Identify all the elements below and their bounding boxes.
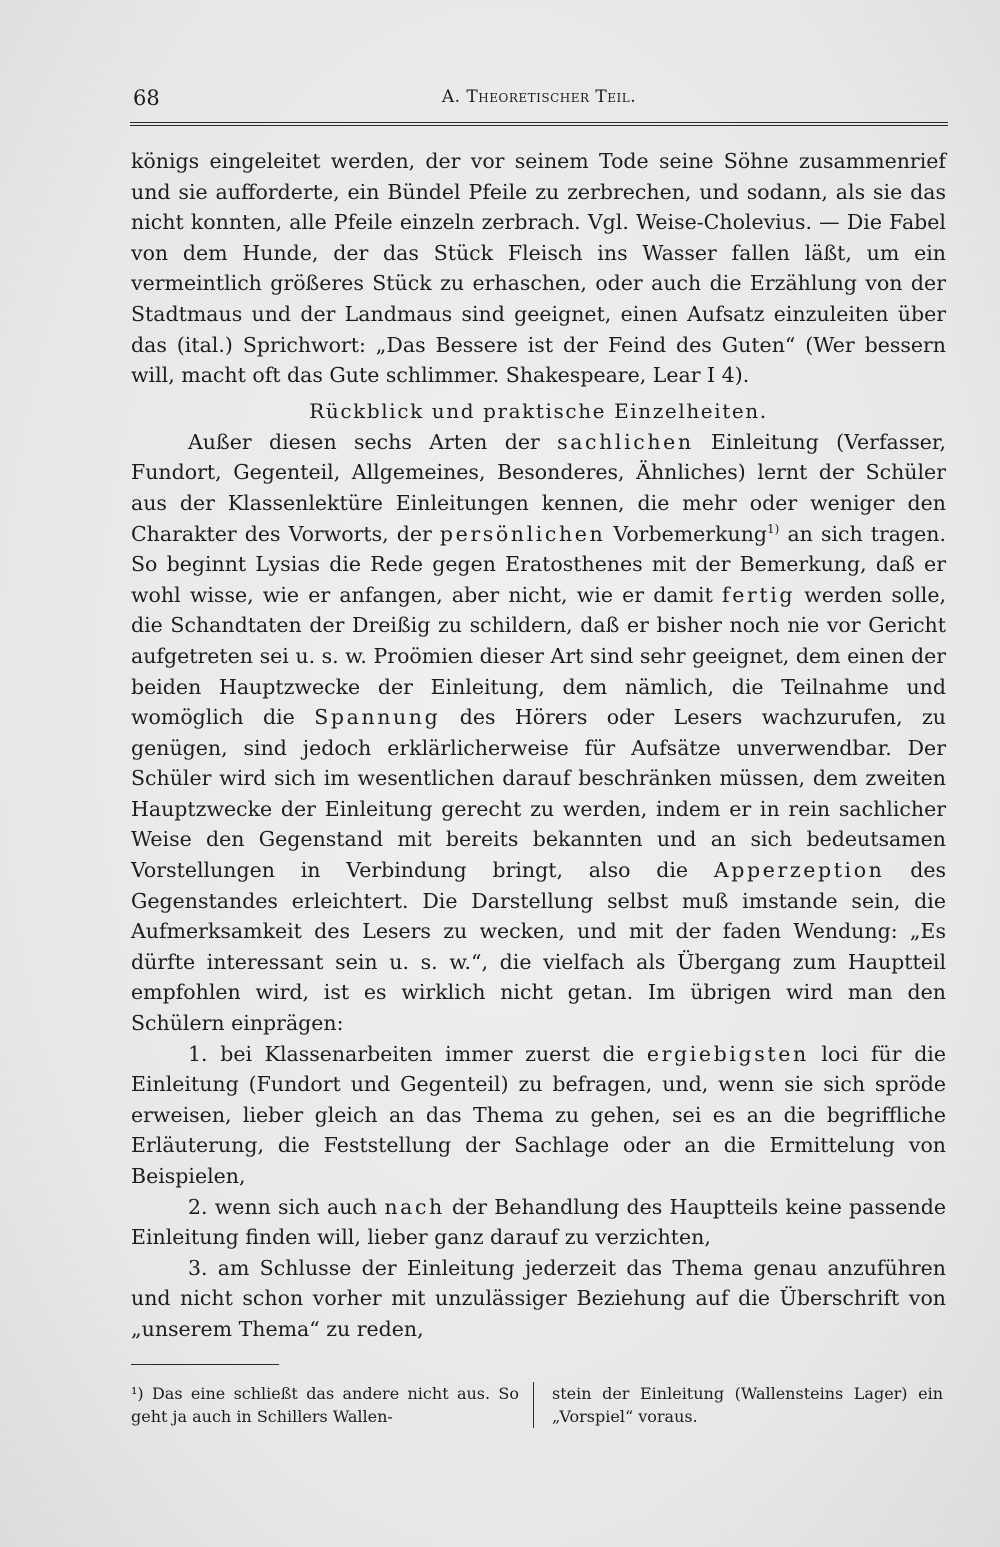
footnote-left-column: ¹) Das eine schließt das andere nicht aus. So geht ja auch in Schillers Wallen- xyxy=(131,1382,534,1428)
text-run: Einleitung (Verfasser, Fundort, Gegenteil, Allgemeines, Besonderes, Ähnliches) lernt der Schüler aus der Klassenlektüre Einleitungen kennen, die mehr oder weniger den Charakter des Vorworts, der xyxy=(131,429,946,546)
paragraph-rueckblick xyxy=(131,427,946,1039)
page-header xyxy=(130,86,948,116)
page-number: 68 xyxy=(133,86,160,110)
list-item-1 xyxy=(131,1039,946,1192)
text-run: Vorbemerkung xyxy=(605,521,768,546)
text-run: der Behandlung des Hauptteils keine passende Einleitung finden will, lieber ganz darauf zu verzichten, xyxy=(131,1194,946,1250)
spaced-emphasis: persönlichen xyxy=(439,521,606,546)
text-run: Außer diesen sechs Arten der xyxy=(188,429,558,454)
spaced-emphasis: nach xyxy=(384,1194,445,1219)
list-item-2 xyxy=(131,1192,946,1253)
main-text xyxy=(131,146,946,1345)
paragraph-continued: königs eingeleitet werden, der vor seinem Tode seine Söhne zusammenrief und sie aufforderte, ein Bündel Pfeile zu zerbrechen, und sodann, als sie das nicht konnten, alle Pfeile einzeln zerbrach. Vgl. Weise-Cholevius. — Die Fabel von dem Hunde, der das Stück Fleisch ins Wasser fallen läßt, um ein vermeintlich größeres Stück zu erhaschen, oder auch die Erzählung von der Stadtmaus und der Landmaus sind geeignet, einen Aufsatz einzuleiten über das (ital.) Sprichwort: „Das Bessere ist der Feind des Guten“ (Wer bessern will, macht oft das Gute schlimmer. Shakespeare, Lear I 4). xyxy=(131,149,946,388)
spaced-emphasis: ergiebigsten xyxy=(646,1041,809,1066)
footnote-rule xyxy=(131,1364,279,1365)
footnote-right-column: stein der Einleitung (Wallensteins Lager) ein „Vorspiel“ voraus. xyxy=(552,1384,943,1426)
header-rule xyxy=(130,122,948,126)
text-run: loci für die Einleitung (Fundort und Gegenteil) zu befragen, und, wenn sie sich spröde erweisen, lieber gleich an das Thema zu gehen, sei es an die begriffliche Erläuterung, die Feststellung der Sachlage oder an die Ermittelung von Beispielen, xyxy=(131,1041,947,1188)
text-run: werden solle, die Schandtaten der Dreißig zu schildern, daß er bisher noch nie vor Gericht aufgetreten sei u. s. w. Proömien dieser Art sind sehr geeignet, dem einen der beiden Hauptzwecke der Einleitung, dem nämlich, die Teilnahme und womöglich die xyxy=(131,582,946,730)
spaced-emphasis: Spannung xyxy=(314,705,441,730)
footnote-marker: 1) xyxy=(767,521,780,536)
list-item-3: 3. am Schlusse der Einleitung jederzeit das Thema genau anzuführen und nicht schon vorher mit unzulässiger Beziehung auf die Überschrift von „unserem Thema“ zu reden, xyxy=(131,1255,946,1341)
section-heading: Rückblick und praktische Einzelheiten. xyxy=(309,398,768,423)
text-run: an sich tragen. So beginnt Lysias die Rede gegen Eratosthenes mit der Bemerkung, daß er wohl wisse, wie er anfangen, aber nicht, wie er damit xyxy=(131,521,947,607)
footnotes xyxy=(131,1382,943,1428)
spaced-emphasis: Apperzeption xyxy=(713,858,885,883)
spaced-emphasis: sachlichen xyxy=(557,429,694,454)
text-run: des Hörers oder Lesers wachzurufen, zu genügen, sind jedoch erklärlicherweise für Aufsätze unverwendbar. Der Schüler wird sich im wesentlichen darauf beschränken müssen, dem zweiten Hauptzwecke der Einleitung gerecht zu werden, indem er in rein sachlicher Weise den Gegenstand mit bereits bekannten und an sich bedeutsamen Vorstellungen in Verbindung bringt, also die xyxy=(131,705,946,883)
text-run: 1. bei Klassenarbeiten immer zuerst die xyxy=(188,1041,647,1066)
text-run: des Gegenstandes erleichtert. Die Darstellung selbst muß imstande sein, die Aufmerksamkeit des Lesers zu wecken, und mit der faden Wendung: „Es dürfte interessant sein u. s. w.“, die vielfach als Übergang zum Hauptteil empfohlen wird, ist es wirklich nicht getan. Im übrigen wird man den Schülern einprägen: xyxy=(131,858,947,1036)
text-run: 2. wenn sich auch xyxy=(188,1194,385,1219)
spaced-emphasis: fertig xyxy=(722,582,796,607)
running-title: A. Theoretischer Teil. xyxy=(441,87,637,107)
